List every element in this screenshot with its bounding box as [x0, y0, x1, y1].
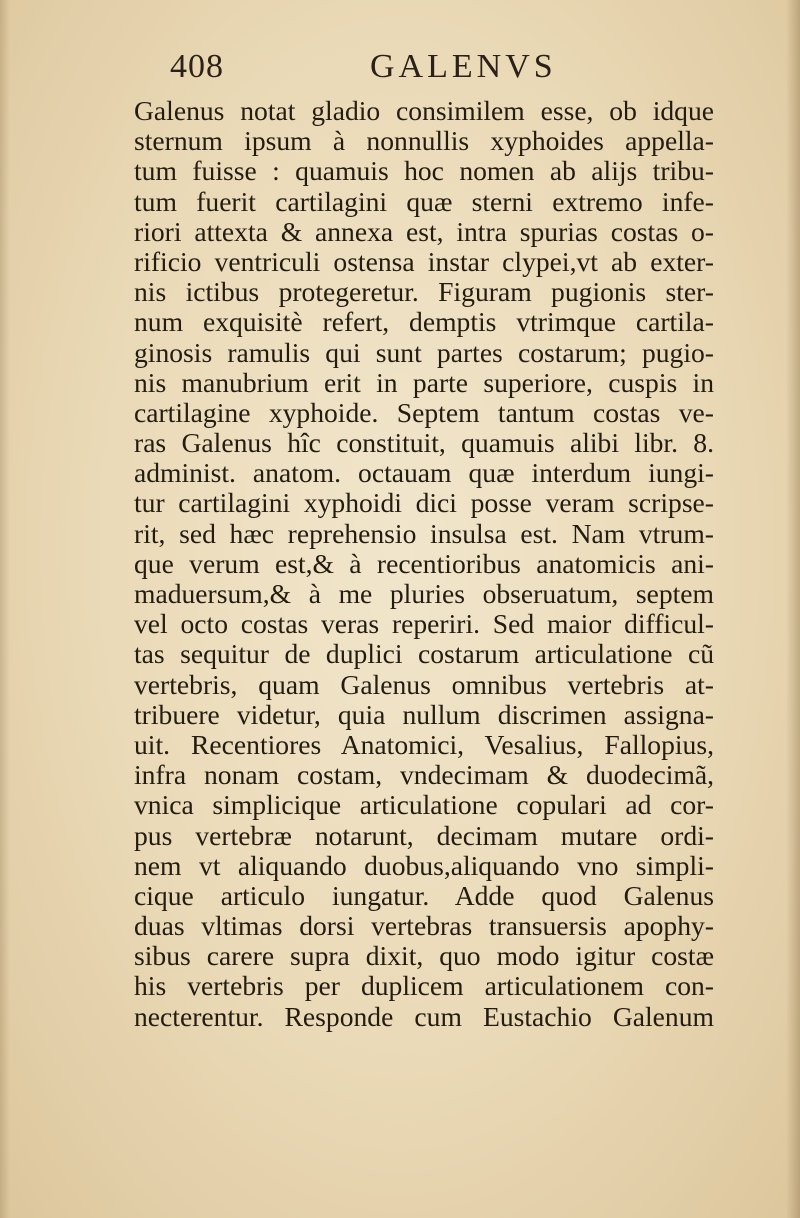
- text-line: vel octo costas veras reperiri. Sed maior difficul-: [134, 608, 714, 640]
- text-line: tribuere videtur, quia nullum discrimen assigna-: [134, 698, 714, 730]
- text-line: administ. anatom. octauam quæ interdum iungi-: [134, 457, 714, 489]
- text-line: nis ictibus protegeretur. Figuram pugionis ster-: [134, 276, 714, 308]
- page-header: [170, 48, 770, 98]
- page-number: 408: [170, 48, 224, 85]
- running-head: GALENVS: [370, 48, 557, 85]
- text-line: Galenus notat gladio consimilem esse, ob idque: [134, 95, 714, 126]
- page-right-shadow: [786, 0, 800, 1218]
- text-line: nis manubrium erit in parte superiore, cuspis in: [134, 366, 714, 398]
- text-line: tum fuisse : quamuis hoc nomen ab alijs tribu-: [134, 155, 714, 187]
- text-line: nem vt aliquando duobus,aliquando vno simpli-: [134, 849, 714, 881]
- text-line: uit. Recentiores Anatomici, Vesalius, Fallopius,: [134, 728, 714, 760]
- text-line: vertebris, quam Galenus omnibus vertebris at-: [134, 668, 714, 700]
- page-left-shadow: [0, 0, 10, 1218]
- text-line: num exquisitè refert, demptis vtrimque cartila-: [134, 306, 714, 338]
- text-line: tas sequitur de duplici costarum articulatione cũ: [134, 638, 714, 670]
- text-line: que verum est,& à recentioribus anatomicis ani-: [134, 547, 714, 579]
- text-line: duas vltimas dorsi vertebras transuersis apophy-: [134, 910, 714, 942]
- body-text: [134, 96, 714, 1032]
- text-line: maduersum,& à me pluries obseruatum, septem: [134, 578, 714, 609]
- text-line: necterentur. Responde cum Eustachio Galenum: [134, 1000, 714, 1032]
- text-line: sibus carere supra dixit, quo modo igitur costæ: [134, 940, 714, 972]
- text-line: rificio ventriculi ostensa instar clypei,vt ab exter-: [134, 245, 714, 277]
- text-line: pus vertebræ notarunt, decimam mutare ordi-: [134, 819, 714, 851]
- text-line: riori attexta & annexa est, intra spurias costas o-: [134, 215, 714, 247]
- text-line: rit, sed hæc reprehensio insulsa est. Nam vtrum-: [134, 517, 714, 549]
- text-line: ras Galenus hîc constituit, quamuis alibi libr. 8.: [134, 427, 714, 459]
- text-line: sternum ipsum à nonnullis xyphoides appella-: [134, 125, 714, 157]
- text-line: vnica simplicique articulatione copulari ad cor-: [134, 789, 714, 821]
- text-line: ginosis ramulis qui sunt partes costarum; pugio-: [134, 336, 714, 368]
- text-line: infra nonam costam, vndecimam & duodecimã,: [134, 759, 714, 791]
- text-line: tur cartilagini xyphoidi dici posse veram scripse-: [134, 487, 714, 519]
- text-line: cartilagine xyphoide. Septem tantum costas ve-: [134, 396, 714, 428]
- text-line: tum fuerit cartilagini quæ sterni extremo infe-: [134, 185, 714, 217]
- text-line: cique articulo iungatur. Adde quod Galenus: [134, 879, 714, 911]
- text-line: his vertebris per duplicem articulationem con-: [134, 970, 714, 1002]
